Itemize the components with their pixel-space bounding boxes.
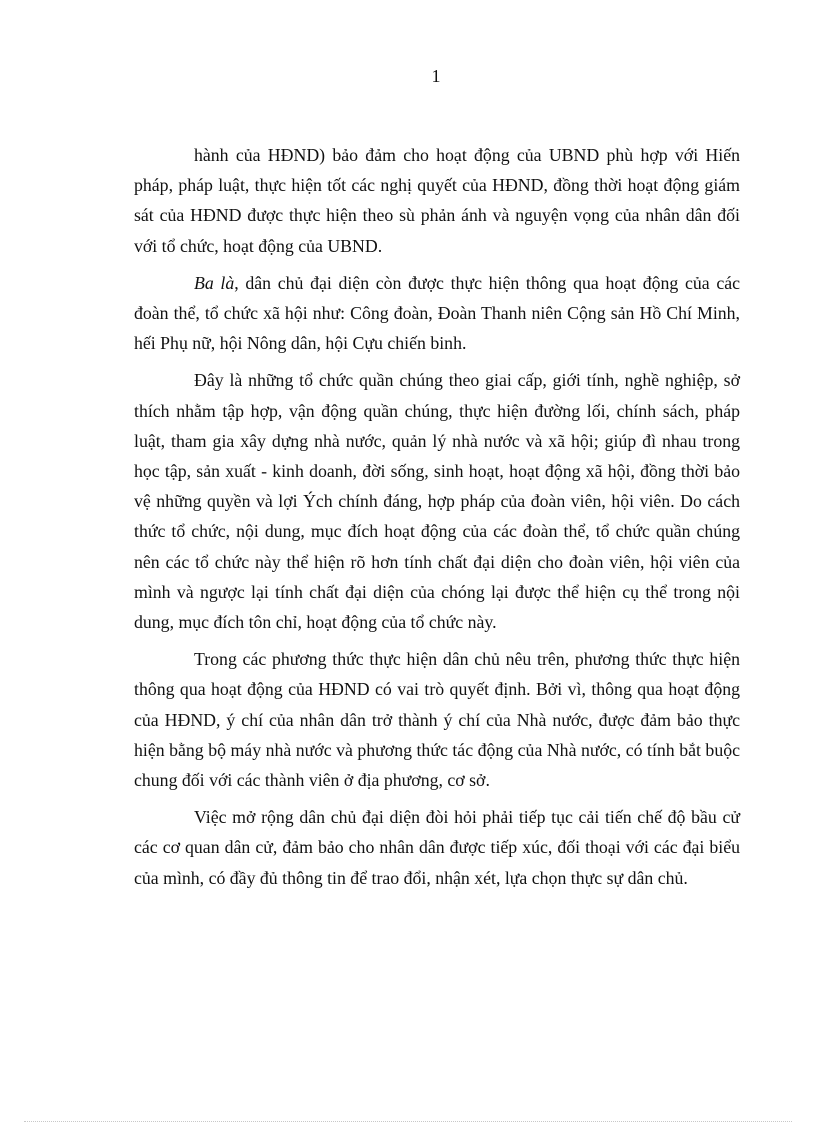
document-body	[134, 140, 740, 900]
paragraph-2	[134, 268, 740, 359]
paragraph-2-lead: Ba là	[194, 272, 235, 293]
paragraph-1: hành của HĐND) bảo đảm cho hoạt động của UBND phù hợp với Hiến pháp, pháp luật, thực hiện tốt các nghị quyết của HĐND, đồng thời hoạt động giám sát của HĐND được thực hiện theo sù phản ánh và nguyện vọng của nhân dân đối với tổ chức, hoạt động của UBND.	[134, 145, 740, 256]
page-number: 1	[431, 66, 441, 86]
paragraph-5: Việc mở rộng dân chủ đại diện đòi hỏi phải tiếp tục cải tiến chế độ bầu cử các cơ quan dân cử, đảm bảo cho nhân dân được tiếp xúc, đối thoại với các đại biểu của mình, có đầy đủ thông tin để trao đổi, nhận xét, lựa chọn thực sự dân chủ.	[134, 807, 740, 888]
paragraph-2-text: , dân chủ đại diện còn được thực hiện thông qua hoạt động của các đoàn thể, tổ chức xã hội như: Công đoàn, Đoàn Thanh niên Cộng sản Hồ Chí Minh, hếi Phụ nữ, hội Nông dân, hội Cựu chiến binh.	[134, 272, 740, 354]
paragraph-3: Đây là những tổ chức quần chúng theo giai cấp, giới tính, nghề nghiệp, sở thích nhằm tập hợp, vận động quần chúng, thực hiện đường lối, chính sách, pháp luật, tham gia xây dựng nhà nước, quản lý nhà nước và xã hội; giúp đì nhau trong học tập, sản xuất - kinh doanh, đời sống, sinh hoạt, hoạt động xã hội, đồng thời bảo vệ những quyền và lợi Ých chính đáng, hợp pháp của đoàn viên, hội viên. Do cách thức tổ chức, nội dung, mục đích hoạt động của các đoàn thể, tổ chức quần chúng nên các tổ chức này thể hiện rõ hơn tính chất đại diện cho đoàn viên, hội viên của mình và ngược lại tính chất đại diện của chóng lại được thể hiện cụ thể trong nội dung, mục đích tôn chỉ, hoạt động của tổ chức này.	[134, 370, 740, 633]
paragraph-4: Trong các phương thức thực hiện dân chủ nêu trên, phương thức thực hiện thông qua hoạt động của HĐND có vai trò quyết định. Bởi vì, thông qua hoạt động của HĐND, ý chí của nhân dân trở thành ý chí của Nhà nước, được đảm bảo thực hiện bằng bộ máy nhà nước và phương thức tác động của Nhà nước, có tính bắt buộc chung đối với các thành viên ở địa phương, cơ sở.	[134, 649, 740, 791]
page-bottom-divider	[24, 1121, 792, 1122]
